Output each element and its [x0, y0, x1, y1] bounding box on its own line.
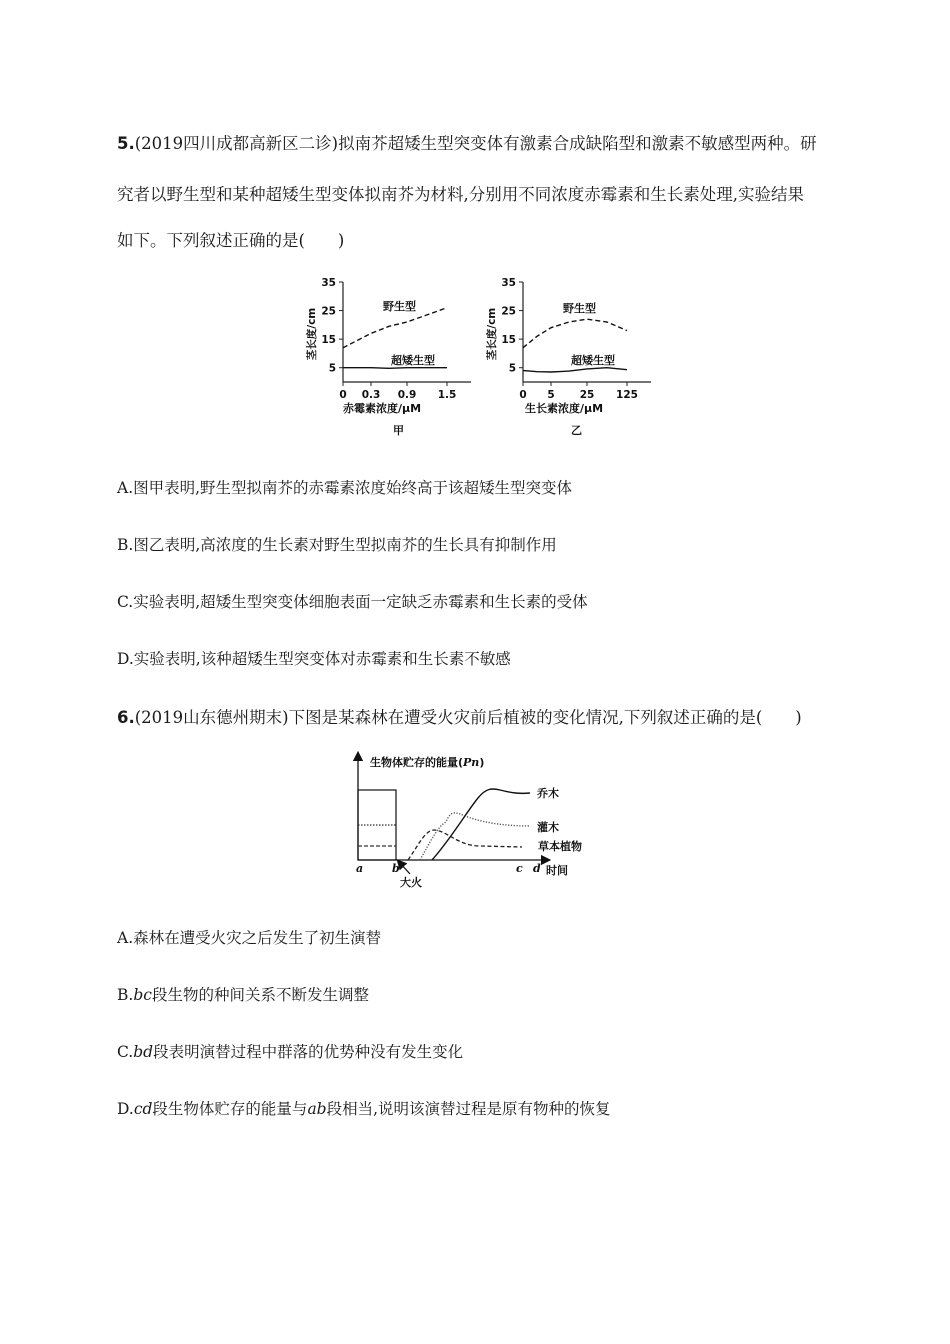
q6-option-d-var: cd [133, 1100, 153, 1118]
y-tick-label: 5 [328, 362, 336, 375]
chart-jia [305, 277, 471, 437]
series-label-tree: 乔木 [537, 787, 559, 800]
x-tick-label: 0.3 [361, 389, 381, 401]
chart-yi [485, 277, 651, 437]
series-line-dwarf-type [523, 368, 627, 372]
q6-option-b [117, 983, 369, 1005]
fire-arrow [400, 863, 410, 874]
point-b: b [392, 862, 400, 875]
q6-option-c-text: 段表明演替过程中群落的优势种没有发生变化 [153, 1043, 464, 1061]
q6-option-d-text2: 段相当,说明该演替过程是原有物种的恢复 [326, 1100, 611, 1118]
x-tick-label: 25 [579, 389, 595, 401]
y-tick-label: 5 [508, 362, 516, 375]
legend-dwarf-jia: 超矮生型 [391, 354, 435, 367]
q6-option-d-prefix: D. [117, 1100, 134, 1118]
series-line-wild-type [343, 308, 447, 348]
q6-option-a-text: 森林在遭受火灾之后发生了初生演替 [133, 929, 382, 947]
x-tick-label: 1.5 [437, 389, 457, 401]
x-tick-label: 0 [519, 389, 527, 401]
figure-5 [295, 272, 655, 442]
x-tick-label: 0.9 [397, 389, 417, 401]
legend-wild-jia: 野生型 [383, 300, 416, 313]
q6-stem-1: (2019山东德州期末)下图是某森林在遭受火灾前后植被的变化情况,下列叙述正确的是( ) [134, 708, 802, 727]
x-ticks [339, 382, 456, 401]
q6-option-c-var: bd [133, 1043, 154, 1061]
q5-option-a: A.图甲表明,野生型拟南芥的赤霉素浓度始终高于该超矮生型突变体 [117, 479, 573, 497]
legend-dwarf-yi: 超矮生型 [571, 354, 615, 367]
caption-yi: 乙 [571, 424, 582, 437]
q6-option-a [117, 926, 381, 948]
y-ticks [501, 277, 523, 375]
y-axis-label: 茎长度/cm [486, 307, 498, 361]
q6-option-c-prefix: C. [117, 1043, 134, 1061]
series-line-dwarf-type [343, 368, 447, 369]
q6-line-1 [117, 704, 802, 728]
legend-wild-yi: 野生型 [563, 302, 596, 315]
q6-option-b-var: bc [133, 986, 152, 1004]
x-tick-label: 0 [339, 389, 347, 401]
y-tick-label: 35 [501, 277, 516, 289]
q6-option-d-var2: ab [307, 1100, 327, 1118]
q6-option-d [117, 1097, 611, 1119]
y-ticks [321, 277, 343, 375]
q5-number: 5. [117, 134, 135, 153]
series-label-herb: 草本植物 [538, 840, 582, 853]
fire-label: 大火 [400, 876, 422, 889]
point-c: c [516, 862, 523, 875]
point-d: d [533, 862, 541, 875]
q6-number: 6. [117, 708, 135, 727]
series-label-shrub: 灌木 [537, 821, 559, 834]
y-axis-label: 生物体贮存的能量(Pn) [370, 756, 485, 769]
figure-6 [350, 750, 620, 890]
y-axis-label: 茎长度/cm [306, 307, 318, 361]
y-tick-label: 25 [501, 305, 516, 318]
q5-stem-2: 究者以野生型和某种超矮生型变体拟南芥为材料,分别用不同浓度赤霉素和生长素处理,实验结果 [117, 185, 804, 204]
q6-option-b-text: 段生物的种间关系不断发生调整 [151, 986, 369, 1004]
x-tick-label: 5 [547, 389, 555, 401]
q5-stem-3: 如下。下列叙述正确的是( ) [117, 231, 345, 250]
x-tick-label: 125 [616, 389, 638, 401]
q5-line-1 [117, 130, 817, 154]
x-axis-label: 生长素浓度/μM [525, 402, 604, 415]
q5-stem-1: (2019四川成都高新区二诊)拟南芥超矮生型突变体有激素合成缺陷型和激素不敏感型两种。研 [134, 134, 817, 153]
x-axis-label: 赤霉素浓度/μM [343, 402, 422, 415]
shrub-curve [420, 813, 530, 860]
q5-option-d: D.实验表明,该种超矮生型突变体对赤霉素和生长素不敏感 [117, 650, 511, 668]
q6-option-d-text: 段生物体贮存的能量与 [152, 1100, 308, 1118]
caption-jia: 甲 [393, 424, 404, 437]
tree-curve [432, 789, 530, 860]
x-ticks [519, 382, 638, 401]
q5-option-c: C.实验表明,超矮生型突变体细胞表面一定缺乏赤霉素和生长素的受体 [117, 593, 588, 611]
q6-option-a-prefix: A. [117, 929, 134, 947]
q6-option-c [117, 1040, 463, 1062]
q6-option-b-prefix: B. [117, 986, 134, 1004]
q5-option-b: B.图乙表明,高浓度的生长素对野生型拟南芥的生长具有抑制作用 [117, 536, 557, 554]
x-axis-label: 时间 [546, 864, 568, 877]
y-tick-label: 15 [501, 334, 516, 347]
series-line-wild-type [523, 319, 627, 348]
y-tick-label: 35 [321, 277, 336, 289]
point-a: a [356, 862, 364, 875]
herb-curve [408, 830, 522, 860]
y-tick-label: 25 [321, 305, 336, 318]
y-tick-label: 15 [321, 334, 336, 347]
